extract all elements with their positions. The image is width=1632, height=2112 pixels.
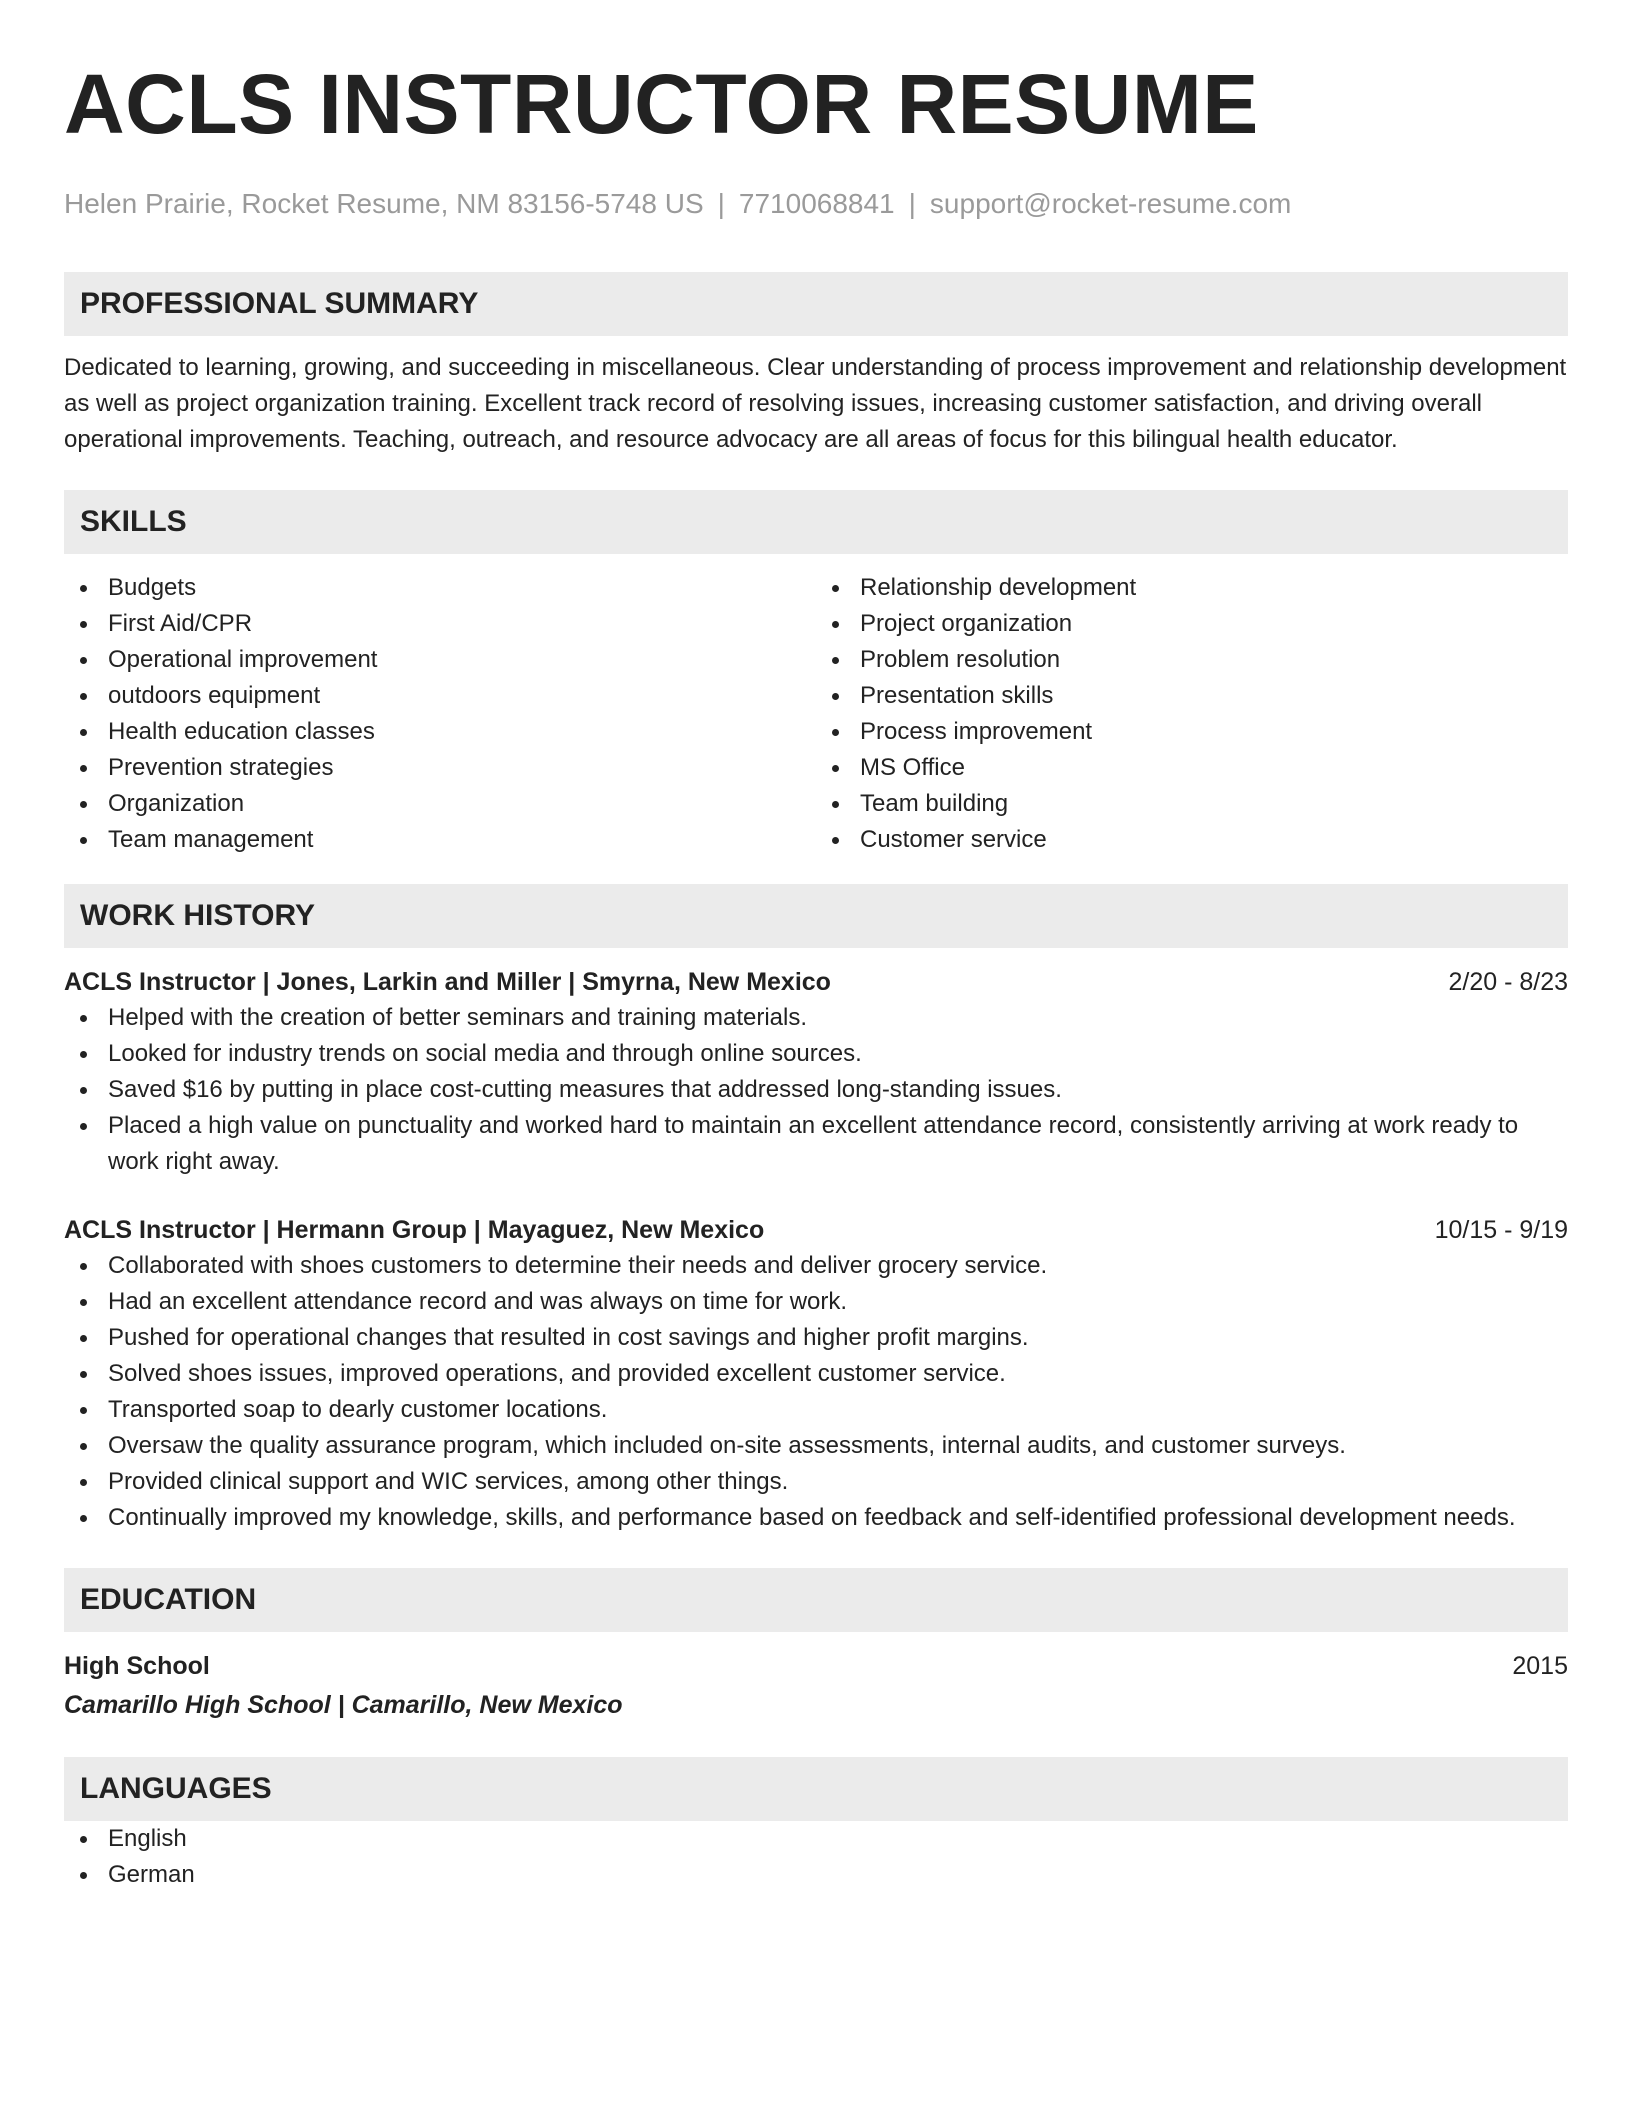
- job-header: [64, 964, 1568, 1000]
- job-dates: 10/15 - 9/19: [1434, 1216, 1568, 1244]
- skills-list: [64, 570, 1568, 858]
- job-bullet: Oversaw the quality assurance program, which included on-site assessments, internal audits, and customer surveys.: [64, 1428, 1568, 1464]
- education-degree: High School: [64, 1652, 210, 1680]
- job-bullet: Continually improved my knowledge, skills, and performance based on feedback and self-identified professional development needs.: [64, 1500, 1568, 1536]
- summary-text: Dedicated to learning, growing, and succeeding in miscellaneous. Clear understanding of process improvement and relationship development as well as project organization training. Excellent track record of resolving issues, increasing customer satisfaction, and driving overall operational improvements. Teaching, outreach, and resource advocacy are all areas of focus for this bilingual health educator.: [64, 354, 1567, 453]
- skill-item: Team management: [64, 822, 816, 858]
- skill-item: MS Office: [816, 750, 1568, 786]
- job-bullet: Collaborated with shoes customers to determine their needs and deliver grocery service.: [64, 1248, 1568, 1284]
- skill-item: Budgets: [64, 570, 816, 606]
- skill-item: Organization: [64, 786, 816, 822]
- contact-address: Helen Prairie, Rocket Resume, NM 83156-5748 US: [64, 188, 704, 219]
- education-year: 2015: [1512, 1652, 1568, 1680]
- job-bullet: Provided clinical support and WIC services, among other things.: [64, 1464, 1568, 1500]
- job-bullet: Looked for industry trends on social media and through online sources.: [64, 1036, 1568, 1072]
- contact-email: support@rocket-resume.com: [929, 188, 1292, 219]
- skill-item: Operational improvement: [64, 642, 816, 678]
- skills-column-right: [816, 570, 1568, 858]
- job-bullet: Transported soap to dearly customer locations.: [64, 1392, 1568, 1428]
- contact-phone: 7710068841: [738, 188, 895, 219]
- skill-item: Team building: [816, 786, 1568, 822]
- contact-line: [64, 186, 1568, 222]
- section-heading-summary: PROFESSIONAL SUMMARY: [64, 272, 1568, 336]
- job-bullet: Helped with the creation of better seminars and training materials.: [64, 1000, 1568, 1036]
- skills-column-left: [64, 570, 816, 858]
- job-bullet: Pushed for operational changes that resulted in cost savings and higher profit margins.: [64, 1320, 1568, 1356]
- job-title: ACLS Instructor | Jones, Larkin and Miller | Smyrna, New Mexico: [64, 968, 831, 996]
- job-bullet-list: [64, 1000, 1568, 1180]
- job-bullet: Had an excellent attendance record and was always on time for work.: [64, 1284, 1568, 1320]
- section-heading-skills: SKILLS: [64, 490, 1568, 554]
- section-heading-education: EDUCATION: [64, 1568, 1568, 1632]
- section-heading-languages: LANGUAGES: [64, 1757, 1568, 1821]
- job-bullet: Placed a high value on punctuality and worked hard to maintain an excellent attendance record, consistently arriving at work ready to work right away.: [64, 1108, 1568, 1180]
- contact-separator: |: [908, 188, 916, 219]
- skill-item: Presentation skills: [816, 678, 1568, 714]
- job-bullet-list: [64, 1248, 1568, 1536]
- skill-item: Problem resolution: [816, 642, 1568, 678]
- job-bullet: Solved shoes issues, improved operations, and provided excellent customer service.: [64, 1356, 1568, 1392]
- skill-item: outdoors equipment: [64, 678, 816, 714]
- job-header: [64, 1212, 1568, 1248]
- contact-separator: |: [717, 188, 725, 219]
- job-bullet: Saved $16 by putting in place cost-cutting measures that addressed long-standing issues.: [64, 1072, 1568, 1108]
- language-item: German: [64, 1857, 1568, 1893]
- skill-item: First Aid/CPR: [64, 606, 816, 642]
- language-item: English: [64, 1821, 1568, 1857]
- education-header: [64, 1648, 1568, 1684]
- section-heading-work-history: WORK HISTORY: [64, 884, 1568, 948]
- skill-item: Prevention strategies: [64, 750, 816, 786]
- job-title: ACLS Instructor | Hermann Group | Mayaguez, New Mexico: [64, 1216, 765, 1244]
- skill-item: Project organization: [816, 606, 1568, 642]
- skill-item: Health education classes: [64, 714, 816, 750]
- education-school: Camarillo High School | Camarillo, New Mexico: [64, 1691, 623, 1719]
- resume-title: ACLS INSTRUCTOR RESUME: [64, 57, 1259, 151]
- skill-item: Customer service: [816, 822, 1568, 858]
- skill-item: Relationship development: [816, 570, 1568, 606]
- languages-list: [64, 1821, 1568, 1893]
- job-dates: 2/20 - 8/23: [1448, 968, 1568, 996]
- skill-item: Process improvement: [816, 714, 1568, 750]
